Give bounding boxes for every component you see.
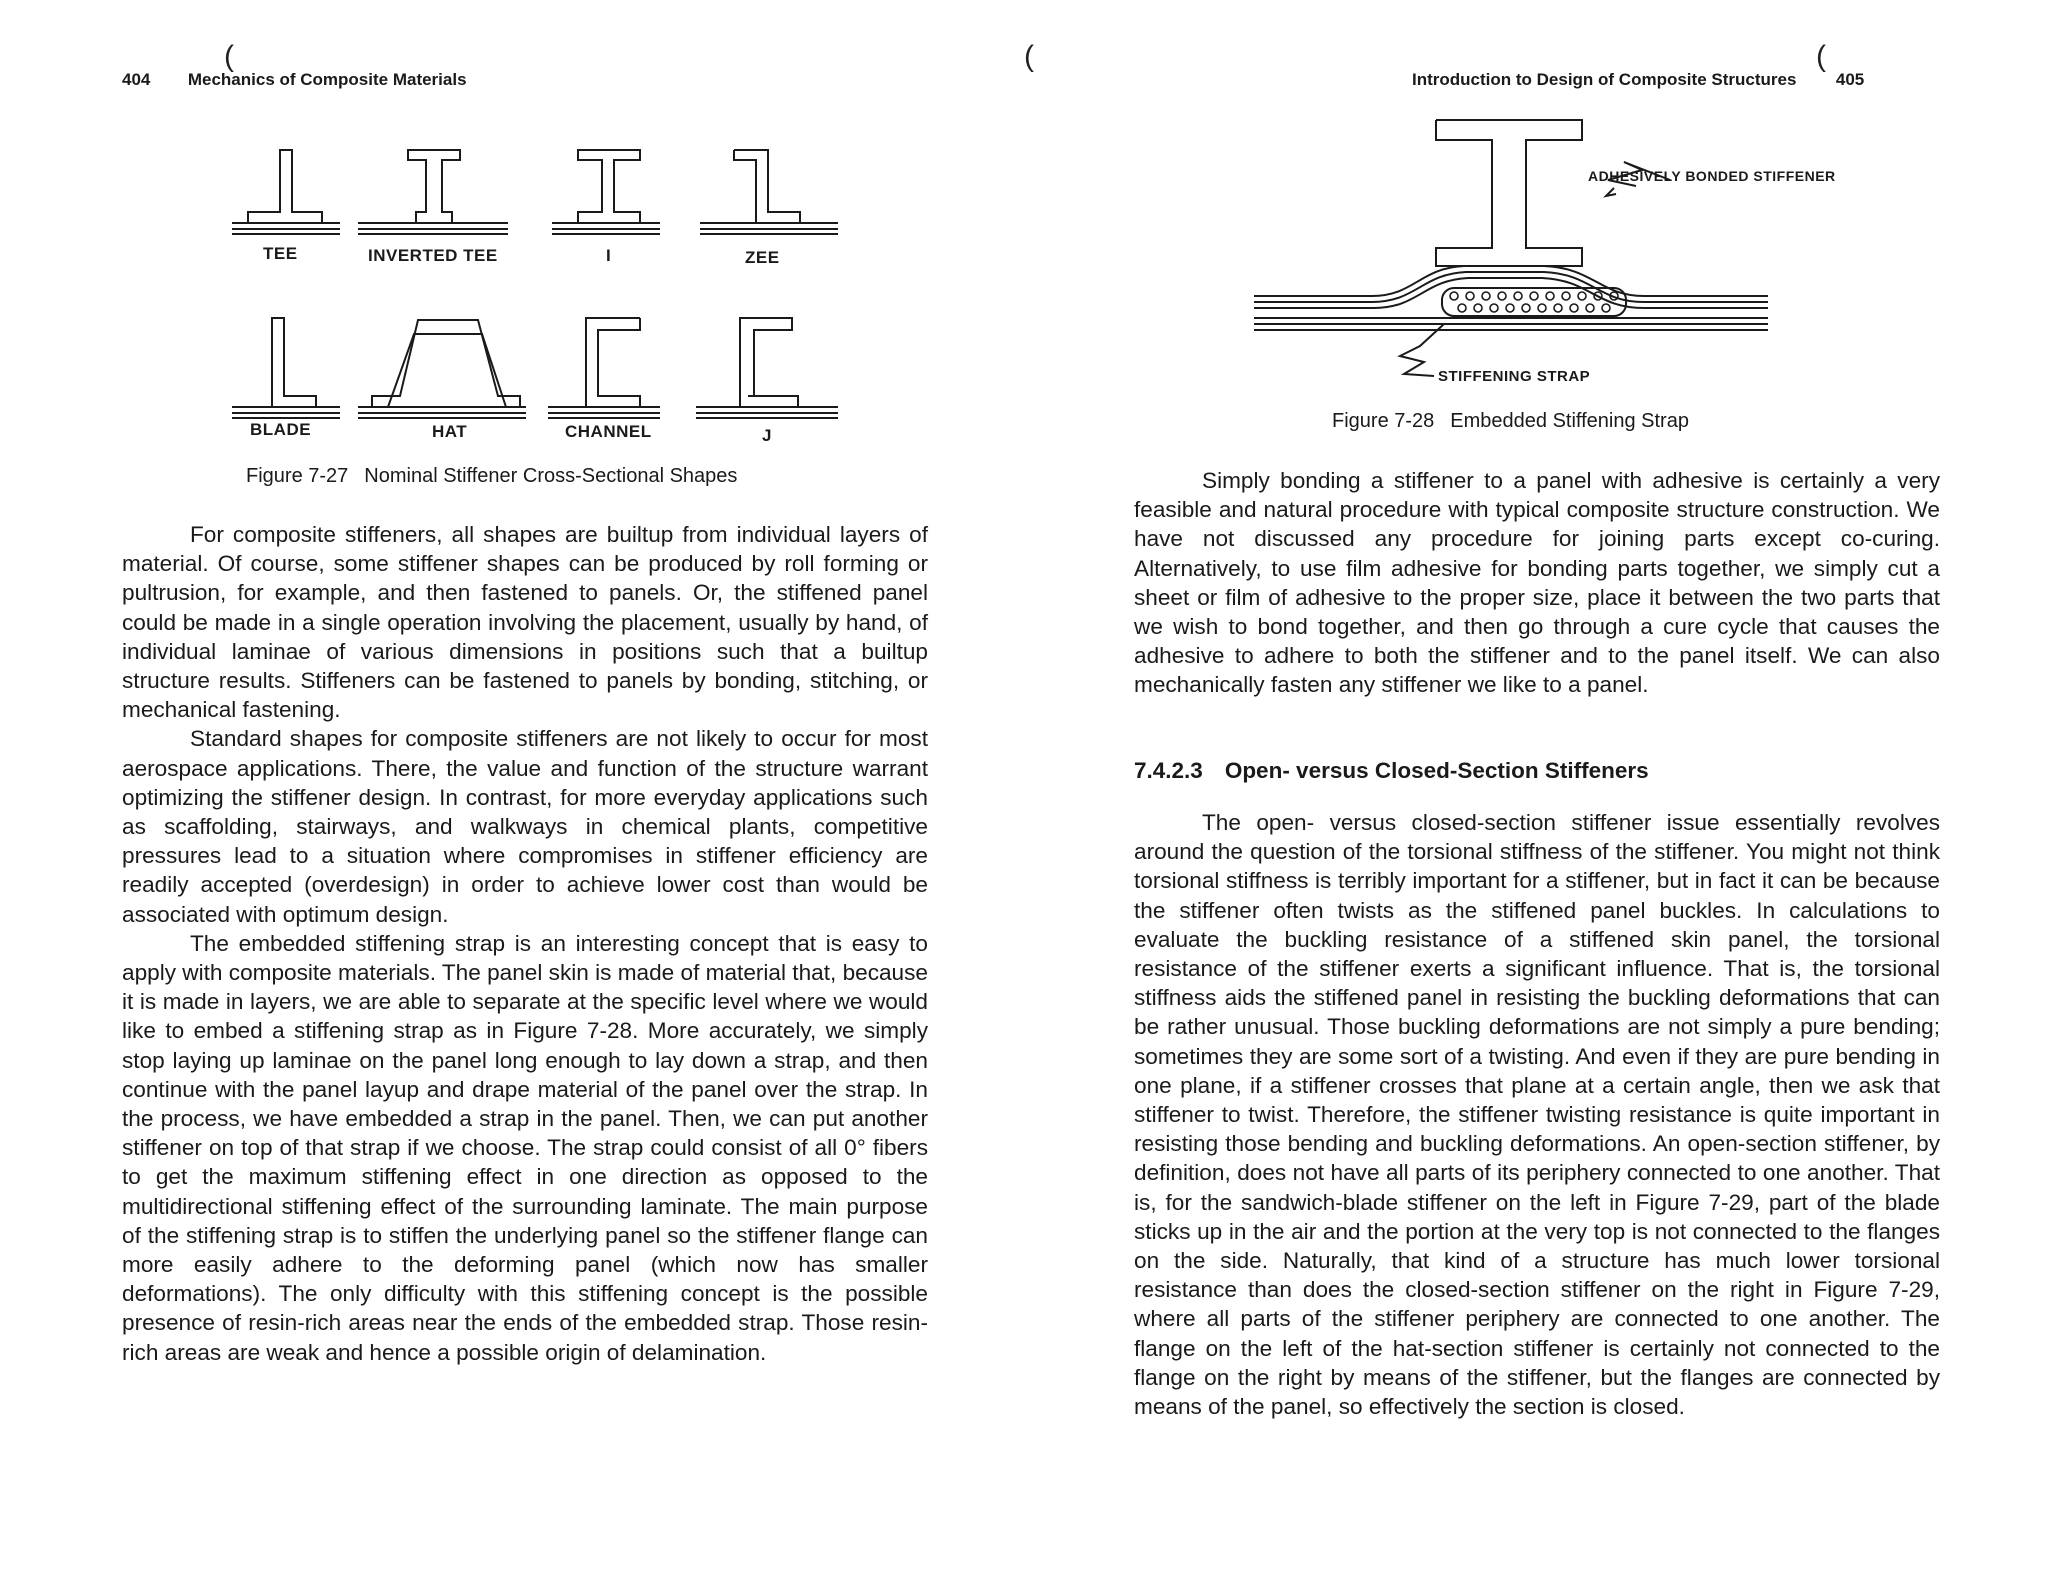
label-tee: TEE [263, 244, 298, 263]
hat-shape [358, 320, 526, 418]
right-section-text [1134, 808, 1940, 1421]
figure-7-28-caption [1332, 410, 1689, 433]
label-inverted-tee: INVERTED TEE [368, 246, 498, 265]
figure-7-27-caption [246, 465, 737, 488]
left-running-head-title: Mechanics of Composite Materials [187, 70, 467, 89]
figure-7-27-drawing [0, 0, 1024, 460]
left-paragraph-2: Standard shapes for composite stiffeners are not likely to occur for most aerospace applications. There, the value and function of the structure warrant optimizing the stiffener design. In contrast, for more everyday applications such as scaffolding, stairways, and walkways in chemical plants, competitive pressures lead to a situation where compromises in stiffener efficiency are readily accepted (overdesign) in order to achieve lower cost than would be associated with optimum design. [122, 726, 928, 927]
section-heading [1134, 758, 1649, 784]
i-stiffener-shape [1436, 120, 1582, 266]
j-shape [696, 318, 838, 418]
right-section-paragraph: The open- versus closed-section stiffener issue essentially revolves around the question of the torsional stiffness of the stiffener. You might not think torsional stiffness is terribly important for a stiffener, but in fact it can be because the stiffener often twists as the stiffened panel buckles. In calculations to evaluate the buckling resistance of a stiffened skin panel, the torsional resistance of the stiffener exerts a significant influence. That is, the torsional stiffness aids the stiffened panel in resisting the buckling deformations that can be rather unusual. Those buckling deformations are not simply a pure bending; sometimes they are some sort of a twisting. And even if they are pure bending in one plane, if a stiffener crosses that plane at a certain angle, then we ask that stiffener to twist. Therefore, the stiffener twisting resistance is quite important in resisting those bending and buckling deformations. An open-section stiffener, by definition, does not have all parts of its periphery connected to one another. That is, for the sandwich-blade stiffener on the left in Figure 7-29, part of the blade sticks up in the air and the portion at the very top is not connected to the flanges on the side. Naturally, that kind of a structure has much lower torsional resistance than does the closed-section stiffener on the right in Figure 7-29, where all parts of the stiffener periphery are connected to one another. The flange on the left of the hat-section stiffener is certainly not connected to the flange on the right by means of the stiffener, but the flanges are connected by means of the panel, so effectively the section is closed. [1134, 810, 1940, 1420]
label-hat: HAT [432, 422, 468, 441]
blade-shape [232, 318, 340, 418]
left-body-text [122, 520, 928, 1367]
figure-7-28-drawing [1024, 0, 2048, 400]
left-paragraph-1: For composite stiffeners, all shapes are builtup from individual layers of material. Of course, some stiffener shapes can be produced by roll forming or pultrusion, for example, and then fastened to panels. Or, the stiffened panel could be made in a single operation involving the placement, usually by hand, of individual laminae of various dimensions in positions such that a builtup structure results. Stiffeners can be fastened to panels by bonding, stitching, or mechanical fastening. [122, 522, 928, 723]
right-running-head-title: Introduction to Design of Composite Structures [1412, 70, 1797, 89]
right-intro-paragraph: Simply bonding a stiffener to a panel with adhesive is certainly a very feasible and natural procedure with typical composite structure construction. We have not discussed any procedure for joining parts except co-curing. Alternatively, to use film adhesive for bonding parts together, we simply cut a sheet or film of adhesive to the proper size, place it between the two parts that we wish to bond together, and then go through a cure cycle that causes the adhesive to adhere to both the stiffener and to the panel itself. We can also mechanically fasten any stiffener we like to a panel. [1134, 468, 1940, 698]
label-adhesively-bonded-stiffener: ADHESIVELY BONDED STIFFENER [1588, 168, 1836, 184]
zee-shape [700, 150, 838, 234]
figure-7-27-number: Figure 7-27 [246, 465, 349, 487]
right-page [1024, 0, 2048, 1582]
section-number: 7.4.2.3 [1134, 758, 1203, 783]
right-intro-text [1134, 466, 1940, 700]
scan-mark: ( [1024, 40, 1034, 73]
right-page-number: 405 [1835, 70, 1865, 89]
left-paragraph-3: The embedded stiffening strap is an interesting concept that is easy to apply with composite materials. The panel skin is made of material that, because it is made in layers, we are able to separate at the specific level where we would like to embed a stiffening strap as in Figure 7-28. More accurately, we simply stop laying up laminae on the panel long enough to lay down a strap, and then continue with the panel layup and drape material of the panel over the strap. In the process, we have embedded a strap in the panel. Then, we can put another stiffener on top of that strap if we choose. The strap could consist of all 0° fibers to get the maximum stiffening effect in one direction as opposed to the multidirectional stiffening effect of the surrounding laminate. The main purpose of the stiffening strap is to stiffen the underlying panel so the stiffener flange can more easily adhere to the deforming panel (which now has smaller deformations). The only difficulty with this stiffening concept is the possible presence of resin-rich areas near the ends of the embedded strap. Those resin-rich areas are weak and hence a possible origin of delamination. [122, 930, 928, 1365]
channel-shape [548, 318, 660, 418]
figure-7-27-title: Nominal Stiffener Cross-Sectional Shapes [364, 465, 738, 487]
label-channel: CHANNEL [565, 422, 652, 441]
label-blade: BLADE [250, 420, 312, 439]
label-zee: ZEE [745, 248, 780, 267]
figure-7-28-number: Figure 7-28 [1332, 410, 1435, 432]
i-shape [552, 150, 660, 234]
strap-fibers [1450, 292, 1618, 312]
section-title: Open- versus Closed-Section Stiffeners [1224, 758, 1649, 783]
scan-mark: ( [1816, 40, 1826, 73]
inverted-tee-shape [358, 150, 508, 234]
left-page-number: 404 [122, 70, 151, 89]
label-i: I [606, 246, 612, 265]
figure-7-28-title: Embedded Stiffening Strap [1450, 410, 1689, 432]
label-j: J [762, 426, 772, 445]
label-stiffening-strap: STIFFENING STRAP [1438, 368, 1591, 385]
scan-mark: ( [224, 40, 234, 73]
tee-shape [232, 150, 340, 234]
